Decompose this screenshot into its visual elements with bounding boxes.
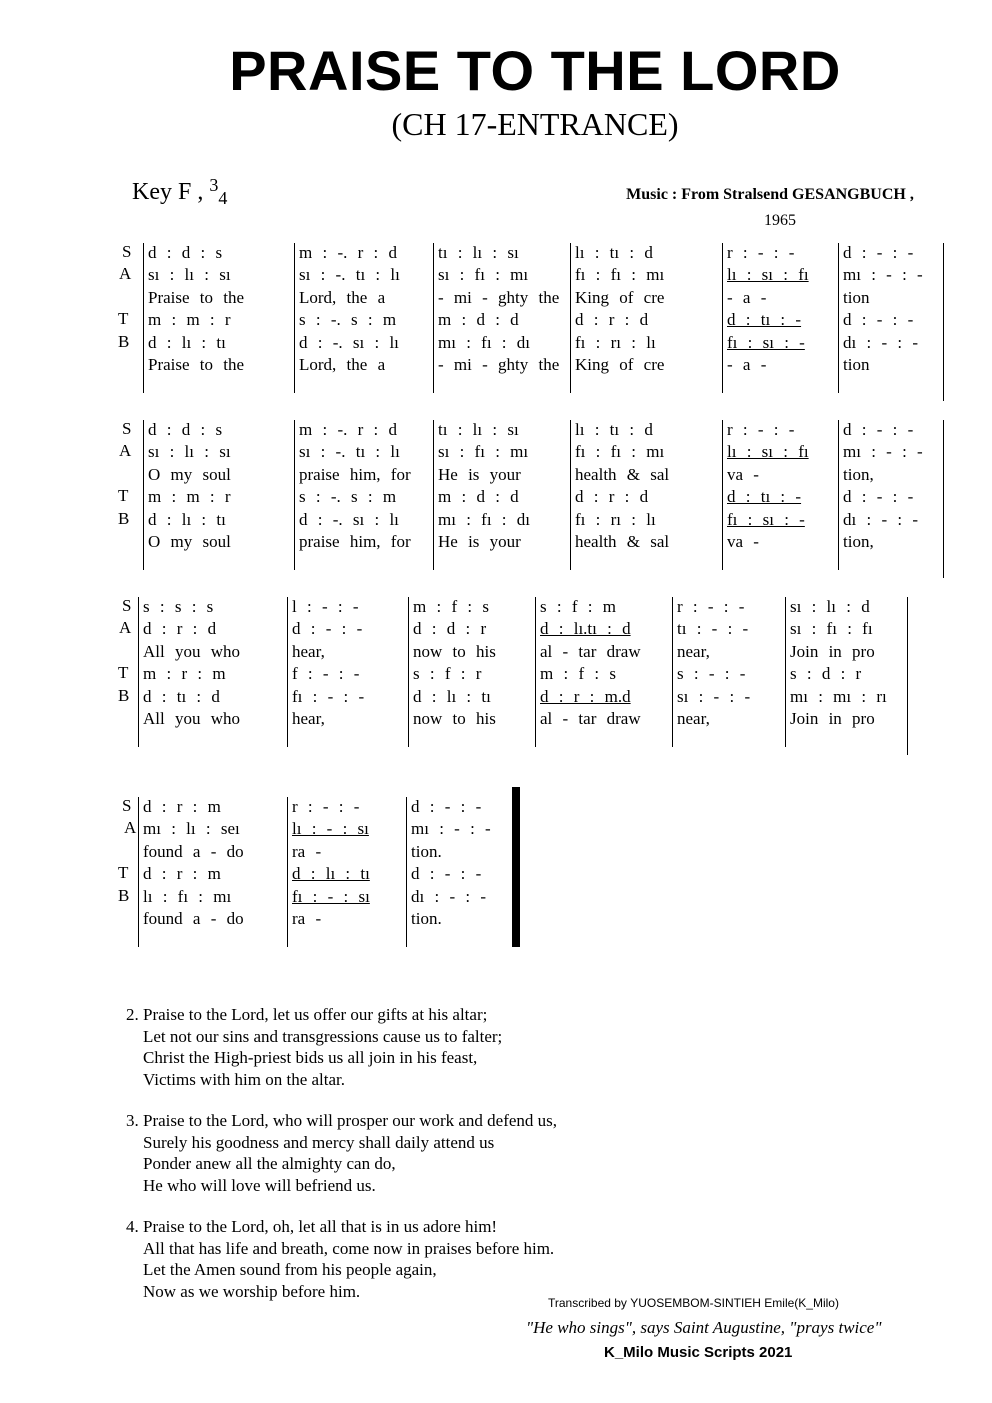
lyric-row-measure: near, (677, 641, 710, 661)
bar-line (287, 797, 288, 947)
lyric-row-measure: Join in pro (790, 641, 875, 661)
lyric-row-measure: ra - (292, 909, 322, 928)
lyric-row-measure: - mi - ghty the (438, 287, 560, 307)
alto-row-measure: lı : sı : fı (727, 442, 809, 462)
bar-line (138, 597, 139, 747)
voice-label: B (118, 685, 130, 705)
alto-row-measure: d : d : r (413, 619, 487, 639)
tenor-row-measure: m : r : m (143, 664, 226, 684)
lyric-row-measure: Praise to the (148, 355, 245, 374)
bar-line (535, 597, 536, 747)
lyric-row-measure: now to his (413, 709, 496, 728)
bass-row-measure: d : tı : d (143, 686, 220, 706)
bass-row-measure: lı : fı : mı (143, 886, 232, 906)
alto-row-measure: fı : fı : mı (575, 442, 665, 462)
bass-row-measure: fı : - : sı (292, 886, 370, 906)
lyric-row-measure: King of cre (575, 287, 665, 307)
bar-line (287, 597, 288, 747)
bar-line (943, 420, 944, 578)
bar-line (406, 797, 407, 947)
lyric-row-measure: health & sal (575, 532, 670, 551)
bass-row-measure: fı : sı : - (727, 332, 805, 352)
bar-line (433, 420, 434, 570)
tenor-row-measure: d : tı : - (727, 310, 802, 330)
tenor-row-measure: m : d : d (438, 310, 519, 330)
voice-label: T (118, 863, 129, 883)
music-credit (560, 182, 980, 234)
soprano-row-measure: lı : tı : d (575, 420, 653, 439)
alto-row-measure: sı : fı : fı (790, 619, 873, 639)
voice-label: B (118, 885, 130, 905)
lyric-row-measure: hear, (292, 641, 325, 661)
lyric-row-measure: health & sal (575, 464, 670, 484)
soprano-row-measure: s : f : m (540, 597, 616, 616)
soprano-row-measure: r : - : - (677, 597, 745, 616)
tenor-row-measure: s : -. s : m (299, 310, 397, 330)
soprano-row-measure: d : r : m (143, 797, 221, 816)
bass-row-measure: dı : - : - (411, 886, 486, 906)
transcription-credit (548, 1296, 839, 1310)
time-numerator: 3 (209, 175, 219, 195)
verse-line: 4. Praise to the Lord, oh, let all that is in us adore him! (126, 1217, 498, 1236)
bass-row-measure: mı : fı : dı (438, 332, 530, 352)
tenor-row-measure: d : tı : - (727, 487, 802, 507)
bar-line (570, 243, 571, 393)
hymn-title: PRAISE TO THE LORD (229, 39, 841, 102)
voice-label: A (124, 818, 137, 838)
bass-row-measure: fı : rı : lı (575, 509, 656, 529)
lyric-row-measure: - a - (727, 287, 767, 307)
lyric-row-measure: Praise to the (148, 287, 245, 307)
bar-line (138, 797, 139, 947)
lyric-row-measure: All you who (143, 709, 240, 728)
lyric-row-measure: Join in pro (790, 709, 875, 728)
lyric-row-measure: al - tar draw (540, 641, 641, 661)
bass-row-measure: d : r : m.d (540, 686, 631, 706)
bass-row-measure: mı : fı : dı (438, 509, 530, 529)
transcriber-name: YUOSEMBOM-SINTIEH Emile(K_Milo) (630, 1296, 839, 1310)
alto-row-measure: sı : lı : sı (148, 265, 231, 285)
alto-row-measure: d : - : - (292, 619, 363, 639)
tenor-row-measure: s : - : - (677, 664, 746, 684)
tenor-row-measure: d : r : d (575, 310, 649, 330)
lyric-row-measure: tion, (843, 532, 874, 551)
alto-row-measure: sı : fı : mı (438, 442, 529, 462)
music-source: Music : From Stralsend GESANGBUCH , (626, 186, 914, 203)
tenor-row-measure: m : m : r (148, 487, 231, 507)
bass-row-measure: d : lı : tı (148, 332, 226, 352)
verse-line: Surely his goodness and mercy shall daily attend us (143, 1132, 495, 1152)
soprano-row-measure: m : f : s (413, 597, 489, 616)
voice-label: S (122, 596, 132, 615)
verse-line: 3. Praise to the Lord, who will prosper our work and defend us, (126, 1111, 558, 1130)
lyric-row-measure: found a - do (143, 909, 244, 928)
bar-line (143, 420, 144, 570)
lyric-row-measure: O my soul (148, 464, 231, 484)
lyric-row-measure: O my soul (148, 532, 231, 551)
lyric-row-measure: al - tar draw (540, 709, 641, 728)
bar-line (838, 420, 839, 570)
lyric-row-measure: tion (843, 355, 870, 374)
augustine-quote: "He who sings", says Saint Augustine, "prays twice" (526, 1318, 882, 1337)
lyric-row-measure: near, (677, 709, 710, 728)
lyric-row-measure: He is your (438, 532, 521, 551)
bar-line (943, 243, 944, 401)
soprano-row-measure: d : d : s (148, 243, 223, 262)
key-signature (132, 175, 227, 209)
alto-row-measure: d : r : d (143, 619, 217, 639)
alto-row-measure: mı : - : - (411, 819, 491, 839)
tenor-row-measure: d : - : - (843, 487, 914, 507)
alto-row-measure: sı : fı : mı (438, 265, 529, 285)
voice-label: A (119, 264, 132, 284)
verse-3 (126, 1110, 557, 1196)
verse-line: Let not our sins and transgressions cause us to falter; (143, 1026, 503, 1046)
bar-line (294, 420, 295, 570)
bass-row-measure: d : -. sı : lı (299, 509, 399, 529)
verse-line: Victims with him on the altar. (143, 1069, 346, 1089)
tenor-row-measure: f : - : - (292, 664, 360, 684)
voice-label: T (118, 486, 129, 506)
tenor-row-measure: m : d : d (438, 487, 519, 507)
final-double-bar (512, 787, 520, 947)
soprano-row-measure: d : - : - (411, 797, 482, 816)
lyric-row-measure: praise him, for (299, 532, 411, 551)
tenor-row-measure: m : m : r (148, 310, 231, 330)
bass-row-measure: mı : mı : rı (790, 686, 887, 706)
verse-line: 2. Praise to the Lord, let us offer our gifts at his altar; (126, 1005, 488, 1024)
scripts-credit: K_Milo Music Scripts 2021 (604, 1344, 793, 1361)
alto-row-measure: lı : sı : fı (727, 265, 809, 285)
bar-line (294, 243, 295, 393)
voice-label: B (118, 508, 130, 528)
soprano-row-measure: tı : lı : sı (438, 420, 519, 439)
lyric-row-measure: tion (843, 287, 870, 307)
soprano-row-measure: s : s : s (143, 597, 214, 616)
hymn-subtitle: (CH 17-ENTRANCE) (391, 106, 679, 142)
soprano-row-measure: d : - : - (843, 243, 914, 262)
bar-line (907, 597, 908, 755)
alto-row-measure: fı : fı : mı (575, 265, 665, 285)
time-denominator: 4 (218, 188, 228, 208)
soprano-row-measure: sı : lı : d (790, 597, 870, 616)
verse-2 (126, 1004, 557, 1090)
verse-line: He who will love will befriend us. (143, 1175, 376, 1195)
bar-line (838, 243, 839, 393)
bass-row-measure: d : lı : tı (148, 509, 226, 529)
lyric-row-measure: - a - (727, 355, 767, 374)
bass-row-measure: dı : - : - (843, 332, 918, 352)
lyric-row-measure: All you who (143, 641, 240, 661)
bar-line (722, 243, 723, 393)
tenor-row-measure: d : - : - (411, 864, 482, 884)
soprano-row-measure: m : -. r : d (299, 420, 397, 439)
voice-label: S (122, 796, 132, 815)
lyric-row-measure: ra - (292, 841, 322, 861)
tenor-row-measure: d : lı : tı (292, 864, 370, 884)
bass-row-measure: fı : sı : - (727, 509, 805, 529)
tenor-row-measure: d : r : m (143, 864, 221, 884)
verse-line: Let the Amen sound from his people again, (143, 1260, 437, 1279)
bar-line (570, 420, 571, 570)
lyric-row-measure: tion. (411, 841, 442, 861)
lyric-row-measure: He is your (438, 464, 521, 484)
verse-line: All that has life and breath, come now in praises before him. (143, 1238, 555, 1258)
soprano-row-measure: r : - : - (292, 797, 360, 816)
soprano-row-measure: d : d : s (148, 420, 223, 439)
alto-row-measure: d : lı.tı : d (540, 619, 631, 639)
bass-row-measure: d : lı : tı (413, 686, 491, 706)
lyric-row-measure: Lord, the a (299, 355, 386, 374)
bass-row-measure: sı : - : - (677, 686, 751, 706)
bar-line (433, 243, 434, 393)
lyric-row-measure: found a - do (143, 841, 244, 861)
verse-4 (126, 1216, 557, 1302)
lyric-row-measure: - mi - ghty the (438, 355, 560, 374)
alto-row-measure: mı : - : - (843, 442, 923, 462)
soprano-row-measure: l : - : - (292, 597, 359, 616)
key-prefix: Key F , (132, 179, 204, 205)
lyric-row-measure: hear, (292, 709, 325, 728)
transcribed-label: Transcribed by (548, 1296, 627, 1310)
voice-label: B (118, 331, 130, 351)
soprano-row-measure: m : -. r : d (299, 243, 397, 262)
voice-label: S (122, 242, 132, 261)
soprano-row-measure: tı : lı : sı (438, 243, 519, 262)
lyric-row-measure: tion, (843, 464, 874, 484)
tenor-row-measure: s : d : r (790, 664, 862, 684)
soprano-row-measure: r : - : - (727, 243, 795, 262)
lyric-row-measure: tion. (411, 909, 442, 928)
bass-row-measure: fı : - : - (292, 686, 365, 706)
voice-label: A (119, 441, 132, 461)
alto-row-measure: sı : -. tı : lı (299, 265, 400, 285)
bar-line (672, 597, 673, 747)
tenor-row-measure: d : r : d (575, 487, 649, 507)
alto-row-measure: sı : -. tı : lı (299, 442, 400, 462)
bar-line (722, 420, 723, 570)
verse-line: Christ the High-priest bids us all join in his feast, (143, 1048, 478, 1067)
bar-line (143, 243, 144, 393)
lyric-row-measure: praise him, for (299, 464, 411, 484)
bass-row-measure: dı : - : - (843, 509, 918, 529)
lyric-row-measure: King of cre (575, 355, 665, 374)
verse-line: Now as we worship before him. (143, 1281, 361, 1301)
alto-row-measure: lı : - : sı (292, 819, 369, 839)
verse-line: Ponder anew all the almighty can do, (143, 1154, 396, 1173)
tenor-row-measure: d : - : - (843, 310, 914, 330)
alto-row-measure: mı : lı : seı (143, 819, 240, 839)
tenor-row-measure: s : f : r (413, 664, 482, 684)
bass-row-measure: fı : rı : lı (575, 332, 656, 352)
soprano-row-measure: d : - : - (843, 420, 914, 439)
soprano-row-measure: r : - : - (727, 420, 795, 439)
bass-row-measure: d : -. sı : lı (299, 332, 399, 352)
tenor-row-measure: m : f : s (540, 664, 616, 684)
voice-label: T (118, 309, 129, 329)
lyric-row-measure: va - (727, 532, 759, 551)
bar-line (408, 597, 409, 747)
alto-row-measure: sı : lı : sı (148, 442, 231, 462)
soprano-row-measure: lı : tı : d (575, 243, 653, 262)
tenor-row-measure: s : -. s : m (299, 487, 397, 507)
lyric-row-measure: va - (727, 464, 759, 484)
music-year: 1965 (764, 212, 796, 229)
lyric-row-measure: now to his (413, 641, 496, 661)
voice-label: T (118, 663, 129, 683)
lyric-row-measure: Lord, the a (299, 287, 386, 307)
bar-line (785, 597, 786, 747)
alto-row-measure: mı : - : - (843, 265, 923, 285)
voice-label: A (119, 618, 132, 638)
voice-label: S (122, 419, 132, 438)
alto-row-measure: tı : - : - (677, 619, 749, 639)
verses (126, 1004, 557, 1322)
